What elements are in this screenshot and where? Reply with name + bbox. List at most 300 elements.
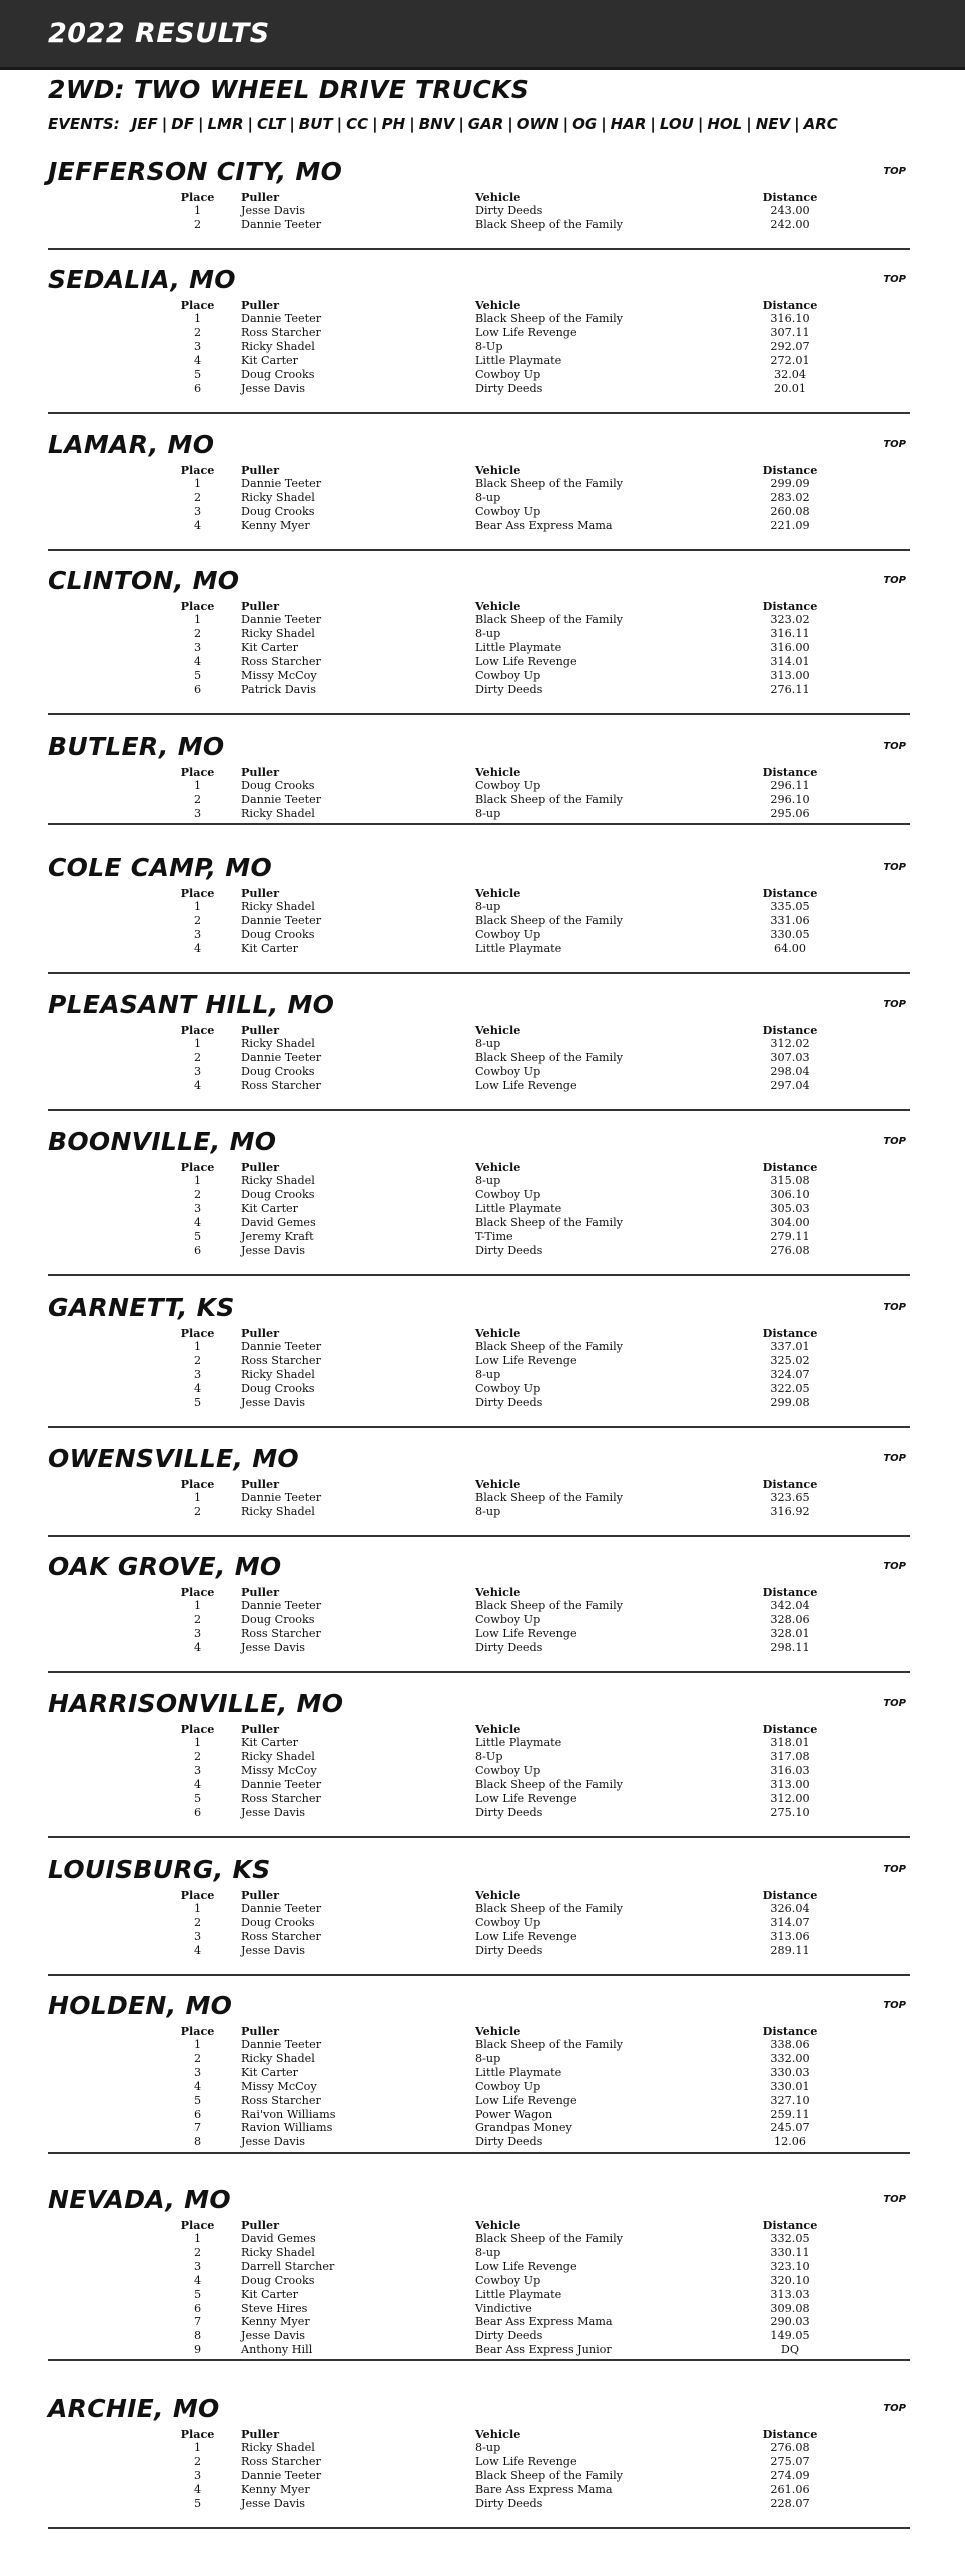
top-link[interactable]: TOP — [883, 2194, 906, 2205]
section-divider — [48, 1671, 910, 1673]
cell-puller: Jesse Davis — [241, 204, 306, 217]
top-link[interactable]: TOP — [883, 1698, 906, 1709]
event-location-title: BOONVILLE, MO — [48, 1127, 277, 1156]
cell-puller: Kit Carter — [241, 2065, 299, 2079]
cell-place: 1 — [193, 2441, 202, 2454]
column-header-vehicle: Vehicle — [475, 190, 521, 204]
event-location-title: COLE CAMP, MO — [48, 853, 272, 882]
table-row — [160, 655, 830, 669]
column-header-distance: Distance — [762, 1722, 818, 1736]
cell-place: 5 — [193, 1229, 202, 1243]
cell-place: 1 — [193, 779, 202, 792]
event-link-bnv[interactable]: BNV — [418, 115, 455, 133]
cell-vehicle: Little Playmate — [475, 2065, 562, 2079]
cell-vehicle: Low Life Revenge — [475, 2259, 577, 2273]
cell-distance: 289.11 — [770, 1943, 810, 1957]
top-link[interactable]: TOP — [883, 1453, 906, 1464]
table-row — [160, 942, 830, 956]
event-link-ph[interactable]: PH — [381, 115, 406, 133]
table-row — [160, 1505, 830, 1519]
top-link[interactable]: TOP — [883, 1561, 906, 1572]
top-link[interactable]: TOP — [883, 862, 906, 873]
event-link-own[interactable]: OWN — [516, 115, 559, 133]
column-header-puller: Puller — [241, 298, 280, 312]
top-link[interactable]: TOP — [883, 2403, 906, 2414]
cell-place: 1 — [193, 204, 202, 217]
table-row — [160, 1051, 830, 1065]
cell-place: 2 — [193, 1353, 202, 1367]
cell-vehicle: Dirty Deeds — [475, 1395, 543, 1409]
results-table — [160, 765, 830, 821]
column-header-puller: Puller — [241, 886, 280, 900]
cell-place: 6 — [193, 1243, 202, 1257]
column-header-vehicle: Vehicle — [475, 599, 521, 613]
table-row — [160, 1792, 830, 1806]
cell-vehicle: Black Sheep of the Family — [475, 2232, 623, 2245]
event-link-arc[interactable]: ARC — [803, 115, 838, 133]
event-location-title: LOUISBURG, KS — [48, 1855, 271, 1884]
cell-place: 5 — [193, 2496, 202, 2510]
cell-distance: 275.07 — [770, 2454, 810, 2468]
cell-distance: 326.04 — [770, 1902, 810, 1915]
table-row — [160, 218, 830, 232]
cell-puller: Doug Crooks — [241, 1381, 315, 1395]
cell-puller: Ross Starcher — [241, 1626, 321, 1640]
cell-place: 2 — [193, 1915, 202, 1929]
cell-place: 4 — [193, 1381, 202, 1395]
cell-vehicle: 8-up — [475, 2245, 501, 2259]
cell-distance: 221.09 — [770, 518, 810, 532]
cell-place: 6 — [193, 2107, 202, 2121]
cell-puller: Dannie Teeter — [241, 1902, 322, 1915]
column-header-place: Place — [180, 1888, 215, 1902]
cell-puller: Anthony Hill — [241, 2343, 313, 2357]
cell-vehicle: Black Sheep of the Family — [475, 913, 623, 927]
cell-puller: Kenny Myer — [241, 2482, 310, 2496]
column-header-place: Place — [180, 2024, 215, 2038]
table-row — [160, 1354, 830, 1368]
section-divider — [48, 972, 910, 974]
event-link-jef[interactable]: JEF — [131, 115, 158, 133]
column-header-puller: Puller — [241, 2427, 280, 2441]
cell-distance: 342.04 — [770, 1599, 810, 1612]
table-row — [160, 627, 830, 641]
cell-vehicle: 8-up — [475, 490, 501, 504]
column-header-distance: Distance — [762, 2427, 818, 2441]
column-header-puller: Puller — [241, 599, 280, 613]
cell-vehicle: Cowboy Up — [475, 367, 541, 381]
column-header-puller: Puller — [241, 1160, 280, 1174]
cell-vehicle: 8-up — [475, 1037, 501, 1050]
cell-distance: 323.10 — [770, 2259, 810, 2273]
results-table — [160, 1722, 830, 1819]
cell-puller: Ricky Shadel — [241, 339, 315, 353]
page-header — [0, 0, 965, 70]
cell-puller: Ricky Shadel — [241, 806, 315, 820]
cell-vehicle: Cowboy Up — [475, 2273, 541, 2287]
cell-place: 3 — [193, 1763, 202, 1777]
cell-vehicle: Cowboy Up — [475, 927, 541, 941]
cell-puller: Steve Hires — [241, 2301, 308, 2315]
cell-distance: 312.00 — [770, 1791, 810, 1805]
cell-distance: 292.07 — [770, 339, 810, 353]
cell-distance: 327.10 — [770, 2093, 810, 2107]
column-header-place: Place — [180, 599, 215, 613]
cell-distance: 64.00 — [773, 941, 807, 955]
event-link-but[interactable]: BUT — [298, 115, 333, 133]
table-row — [160, 312, 830, 326]
cell-place: 6 — [193, 2301, 202, 2315]
column-header-distance: Distance — [762, 2218, 818, 2232]
cell-place: 4 — [193, 1640, 202, 1654]
event-location-title: SEDALIA, MO — [48, 265, 236, 294]
cell-distance: 314.01 — [770, 654, 810, 668]
cell-vehicle: Black Sheep of the Family — [475, 2038, 623, 2051]
cell-puller: Ross Starcher — [241, 1353, 321, 1367]
cell-distance: 323.02 — [770, 613, 810, 626]
results-table — [160, 298, 830, 395]
cell-puller: Dannie Teeter — [241, 1050, 322, 1064]
cell-vehicle: 8-up — [475, 2051, 501, 2065]
cell-place: 3 — [193, 1064, 202, 1078]
cell-puller: Dannie Teeter — [241, 2038, 322, 2051]
cell-puller: Dannie Teeter — [241, 792, 322, 806]
cell-vehicle: Low Life Revenge — [475, 1353, 577, 1367]
cell-puller: Ricky Shadel — [241, 1749, 315, 1763]
cell-puller: Kit Carter — [241, 1736, 299, 1749]
results-table — [160, 2024, 830, 2149]
table-row — [160, 1188, 830, 1202]
cell-place: 1 — [193, 1736, 202, 1749]
table-row — [160, 2469, 830, 2483]
cell-distance: 245.07 — [770, 2121, 810, 2135]
event-link-nev[interactable]: NEV — [755, 115, 791, 133]
cell-puller: Ravion Williams — [241, 2121, 333, 2135]
table-header-row — [160, 1722, 830, 1736]
table-row — [160, 2094, 830, 2108]
cell-vehicle: Power Wagon — [475, 2107, 553, 2121]
cell-distance: 312.02 — [770, 1037, 810, 1050]
cell-place: 3 — [193, 2468, 202, 2482]
cell-distance: 313.00 — [770, 1777, 810, 1791]
cell-distance: 330.01 — [770, 2079, 810, 2093]
table-row — [160, 354, 830, 368]
cell-puller: Jeremy Kraft — [241, 1229, 314, 1243]
results-table — [160, 1888, 830, 1958]
table-row — [160, 683, 830, 697]
column-header-distance: Distance — [762, 886, 818, 900]
events-label: EVENTS: — [48, 115, 120, 133]
results-table — [160, 2218, 830, 2357]
cell-puller: Ross Starcher — [241, 1078, 321, 1092]
cell-distance: 32.04 — [773, 367, 807, 381]
event-link-df[interactable]: DF — [171, 115, 194, 133]
top-link[interactable]: TOP — [883, 1302, 906, 1313]
section-divider — [48, 248, 910, 250]
table-row — [160, 204, 830, 218]
cell-vehicle: 8-up — [475, 900, 501, 913]
column-header-distance: Distance — [762, 1585, 818, 1599]
section-divider — [48, 2359, 910, 2361]
cell-puller: Darrell Starcher — [241, 2259, 335, 2273]
event-link-lmr[interactable]: LMR — [207, 115, 244, 133]
table-row — [160, 1750, 830, 1764]
cell-distance: 331.06 — [770, 913, 810, 927]
cell-place: 4 — [193, 353, 202, 367]
section-divider — [48, 2527, 910, 2529]
cell-place: 2 — [193, 1187, 202, 1201]
cell-distance: 323.65 — [770, 1491, 810, 1504]
event-location-title: PLEASANT HILL, MO — [48, 990, 335, 1019]
event-link-har[interactable]: HAR — [610, 115, 647, 133]
column-header-vehicle: Vehicle — [475, 1722, 521, 1736]
table-row — [160, 2302, 830, 2316]
table-row — [160, 1736, 830, 1750]
cell-vehicle: Bear Ass Express Junior — [475, 2343, 612, 2357]
column-header-distance: Distance — [762, 1477, 818, 1491]
table-row — [160, 477, 830, 491]
table-row — [160, 1491, 830, 1505]
events-separator: | — [409, 115, 415, 133]
cell-distance: 296.11 — [770, 779, 810, 792]
top-link[interactable]: TOP — [883, 741, 906, 752]
table-row — [160, 2315, 830, 2329]
cell-place: 5 — [193, 367, 202, 381]
cell-vehicle: 8-up — [475, 1367, 501, 1381]
top-link[interactable]: TOP — [883, 999, 906, 1010]
cell-vehicle: Little Playmate — [475, 1736, 562, 1749]
table-row — [160, 1627, 830, 1641]
cell-vehicle: Dirty Deeds — [475, 1243, 543, 1257]
table-row — [160, 1174, 830, 1188]
table-row — [160, 2038, 830, 2052]
event-link-lou[interactable]: LOU — [659, 115, 694, 133]
cell-vehicle: Black Sheep of the Family — [475, 1491, 623, 1504]
table-row — [160, 2260, 830, 2274]
table-row — [160, 1368, 830, 1382]
results-table — [160, 190, 830, 232]
cell-vehicle: Bear Ass Express Mama — [475, 2315, 613, 2329]
table-header-row — [160, 1477, 830, 1491]
cell-puller: Dannie Teeter — [241, 1340, 322, 1353]
cell-distance: 314.07 — [770, 1915, 810, 1929]
cell-vehicle: 8-up — [475, 1504, 501, 1518]
cell-place: 2 — [193, 792, 202, 806]
cell-vehicle: Grandpas Money — [475, 2121, 572, 2135]
cell-place: 7 — [193, 2315, 202, 2329]
events-separator: | — [697, 115, 704, 133]
cell-place: 2 — [193, 2245, 202, 2259]
cell-puller: Doug Crooks — [241, 927, 315, 941]
cell-puller: Dannie Teeter — [241, 913, 322, 927]
table-header-row — [160, 298, 830, 312]
table-row — [160, 2121, 830, 2135]
cell-vehicle: Dirty Deeds — [475, 1805, 543, 1819]
table-row — [160, 1613, 830, 1627]
cell-distance: 242.00 — [770, 217, 810, 231]
cell-place: 1 — [193, 900, 202, 913]
column-header-distance: Distance — [762, 1888, 818, 1902]
event-location-title: HARRISONVILLE, MO — [48, 1689, 344, 1718]
cell-vehicle: Cowboy Up — [475, 1763, 541, 1777]
cell-puller: Ricky Shadel — [241, 2441, 315, 2454]
events-separator: | — [650, 115, 656, 133]
event-link-hol[interactable]: HOL — [707, 115, 743, 133]
table-row — [160, 2343, 830, 2357]
cell-place: 2 — [193, 490, 202, 504]
cell-distance: DQ — [780, 2343, 800, 2357]
table-row — [160, 1930, 830, 1944]
cell-puller: Dannie Teeter — [241, 1777, 322, 1791]
section-divider — [48, 1109, 910, 1111]
events-separator: | — [336, 115, 343, 133]
column-header-puller: Puller — [241, 1722, 280, 1736]
table-row — [160, 2274, 830, 2288]
cell-puller: Ricky Shadel — [241, 2245, 315, 2259]
column-header-distance: Distance — [762, 599, 818, 613]
event-link-og[interactable]: OG — [572, 115, 598, 133]
cell-distance: 313.00 — [770, 668, 810, 682]
cell-puller: Jesse Davis — [241, 1640, 306, 1654]
cell-puller: Doug Crooks — [241, 1915, 315, 1929]
event-link-gar[interactable]: GAR — [467, 115, 504, 133]
column-header-place: Place — [180, 1023, 215, 1037]
cell-distance: 272.01 — [770, 353, 810, 367]
cell-vehicle: Cowboy Up — [475, 1612, 541, 1626]
top-link[interactable]: TOP — [883, 166, 906, 177]
table-row — [160, 928, 830, 942]
column-header-vehicle: Vehicle — [475, 1585, 521, 1599]
results-table — [160, 886, 830, 956]
cell-vehicle: Cowboy Up — [475, 779, 541, 792]
cell-distance: 324.07 — [770, 1367, 810, 1381]
cell-distance: 317.08 — [770, 1749, 810, 1763]
column-header-vehicle: Vehicle — [475, 298, 521, 312]
top-link[interactable]: TOP — [883, 439, 906, 450]
cell-vehicle: Dirty Deeds — [475, 682, 543, 696]
cell-vehicle: Dirty Deeds — [475, 2329, 543, 2343]
table-row — [160, 519, 830, 533]
cell-vehicle: 8-Up — [475, 339, 503, 353]
cell-place: 5 — [193, 1791, 202, 1805]
column-header-place: Place — [180, 2427, 215, 2441]
table-row — [160, 914, 830, 928]
cell-place: 2 — [193, 913, 202, 927]
cell-vehicle: 8-up — [475, 806, 501, 820]
table-row — [160, 491, 830, 505]
cell-place: 3 — [193, 504, 202, 518]
column-header-vehicle: Vehicle — [475, 1477, 521, 1491]
cell-vehicle: Little Playmate — [475, 640, 562, 654]
cell-place: 1 — [193, 477, 202, 490]
cell-vehicle: Dirty Deeds — [475, 1640, 543, 1654]
cell-place: 2 — [193, 2051, 202, 2065]
events-separator: | — [247, 115, 253, 133]
events-separator: | — [746, 115, 752, 133]
event-link-clt[interactable]: CLT — [256, 115, 286, 133]
cell-distance: 307.11 — [770, 325, 810, 339]
column-header-distance: Distance — [762, 463, 818, 477]
cell-vehicle: Cowboy Up — [475, 2079, 541, 2093]
table-row — [160, 1202, 830, 1216]
column-header-place: Place — [180, 1722, 215, 1736]
events-separator: | — [562, 115, 569, 133]
cell-vehicle: Black Sheep of the Family — [475, 1340, 623, 1353]
cell-place: 6 — [193, 682, 202, 696]
table-row — [160, 669, 830, 683]
table-row — [160, 613, 830, 627]
cell-puller: David Gemes — [241, 2232, 316, 2245]
top-link[interactable]: TOP — [883, 274, 906, 285]
cell-distance: 335.05 — [770, 900, 810, 913]
cell-vehicle: Dirty Deeds — [475, 381, 543, 395]
table-header-row — [160, 463, 830, 477]
cell-place: 2 — [193, 626, 202, 640]
cell-distance: 328.06 — [770, 1612, 810, 1626]
column-header-vehicle: Vehicle — [475, 2218, 521, 2232]
cell-puller: Missy McCoy — [241, 668, 317, 682]
top-link[interactable]: TOP — [883, 1864, 906, 1875]
cell-place: 7 — [193, 2121, 202, 2135]
event-link-cc[interactable]: CC — [346, 115, 369, 133]
cell-place: 3 — [193, 1201, 202, 1215]
cell-vehicle: Little Playmate — [475, 941, 562, 955]
column-header-place: Place — [180, 1585, 215, 1599]
cell-distance: 283.02 — [770, 490, 810, 504]
table-row — [160, 1382, 830, 1396]
table-row — [160, 1944, 830, 1958]
cell-puller: Ricky Shadel — [241, 900, 315, 913]
cell-puller: Doug Crooks — [241, 367, 315, 381]
events-separator: | — [161, 115, 168, 133]
cell-place: 3 — [193, 1367, 202, 1381]
cell-distance: 259.11 — [770, 2107, 810, 2121]
cell-vehicle: Low Life Revenge — [475, 1929, 577, 1943]
column-header-place: Place — [180, 298, 215, 312]
top-link[interactable]: TOP — [883, 2000, 906, 2011]
cell-place: 2 — [193, 2454, 202, 2468]
cell-vehicle: Little Playmate — [475, 1201, 562, 1215]
cell-vehicle: Black Sheep of the Family — [475, 792, 623, 806]
cell-place: 9 — [193, 2343, 202, 2357]
column-header-place: Place — [180, 463, 215, 477]
table-header-row — [160, 2218, 830, 2232]
cell-place: 8 — [193, 2135, 202, 2149]
cell-puller: Jesse Davis — [241, 2329, 306, 2343]
cell-vehicle: Cowboy Up — [475, 1381, 541, 1395]
cell-distance: 243.00 — [770, 204, 810, 217]
cell-puller: Kit Carter — [241, 941, 299, 955]
top-link[interactable]: TOP — [883, 1136, 906, 1147]
cell-puller: David Gemes — [241, 1215, 316, 1229]
section-divider — [48, 1426, 910, 1428]
cell-vehicle: 8-up — [475, 2441, 501, 2454]
top-link[interactable]: TOP — [883, 575, 906, 586]
cell-vehicle: Black Sheep of the Family — [475, 477, 623, 490]
cell-place: 1 — [193, 312, 202, 325]
cell-distance: 149.05 — [770, 2329, 810, 2343]
event-location-title: HOLDEN, MO — [48, 1991, 233, 2020]
cell-distance: 328.01 — [770, 1626, 810, 1640]
cell-puller: Jesse Davis — [241, 1805, 306, 1819]
cell-place: 3 — [193, 339, 202, 353]
section-divider — [48, 2152, 910, 2154]
cell-vehicle: Dirty Deeds — [475, 1943, 543, 1957]
results-table — [160, 2427, 830, 2511]
cell-place: 3 — [193, 2065, 202, 2079]
cell-puller: Kenny Myer — [241, 2315, 310, 2329]
cell-place: 3 — [193, 2259, 202, 2273]
